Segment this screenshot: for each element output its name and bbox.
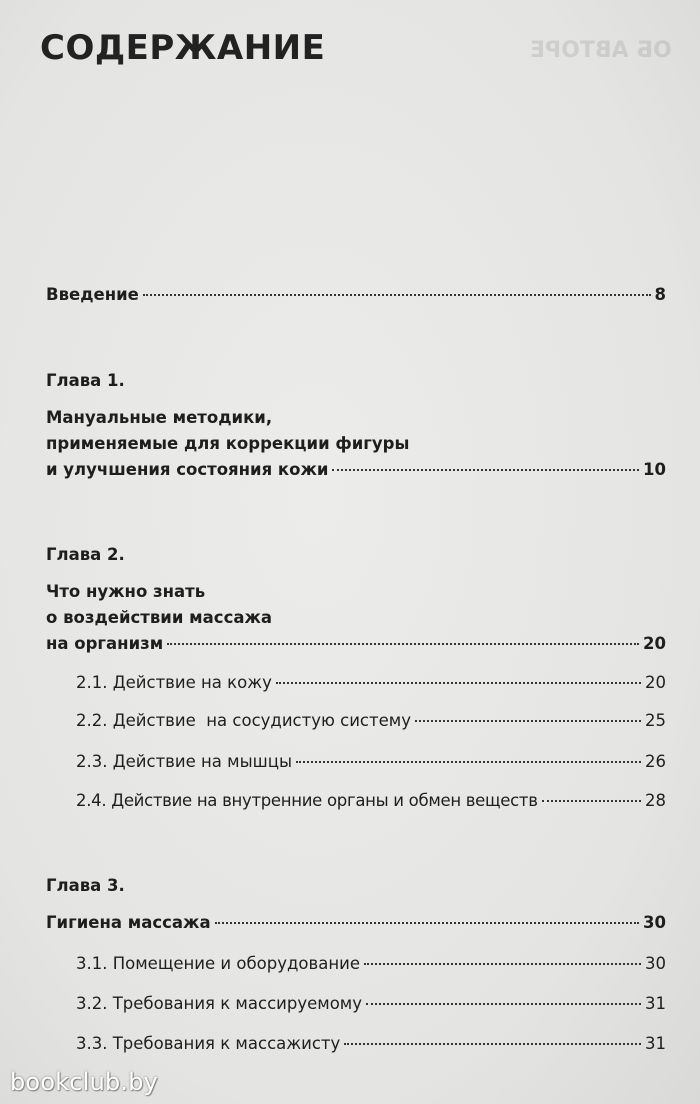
dot-leader	[415, 720, 641, 722]
dot-leader	[167, 643, 639, 645]
chapter-label: Глава 2.	[46, 545, 125, 564]
toc-section-page: 26	[645, 752, 666, 771]
chapter-title-line: о воздействии массажа	[46, 608, 273, 627]
dot-leader	[366, 1003, 641, 1005]
bleed-through-title: ОБ АВТОРЕ	[530, 38, 672, 63]
toc-entry-page: 10	[643, 460, 666, 479]
dot-leader	[143, 294, 651, 296]
toc-section-2-2[interactable]	[76, 711, 666, 730]
toc-section-title: 2.1. Действие на кожу	[76, 673, 272, 692]
toc-section-2-1[interactable]	[76, 673, 666, 692]
dot-leader	[215, 922, 639, 924]
toc-section-page: 31	[645, 994, 666, 1013]
toc-section-title: 3.2. Требования к массируемому	[76, 994, 363, 1013]
toc-entry-chapter-2[interactable]	[46, 634, 666, 653]
dot-leader	[344, 1043, 641, 1045]
toc-section-page: 25	[645, 711, 666, 730]
toc-section-2-4[interactable]	[76, 791, 666, 810]
toc-section-title: 2.4. Действие на внутренние органы и обмен веществ	[76, 791, 538, 810]
toc-entry-chapter-1[interactable]	[46, 460, 666, 479]
toc-section-page: 31	[645, 1034, 666, 1053]
chapter-label: Глава 1.	[46, 371, 125, 390]
dot-leader	[332, 469, 639, 471]
toc-section-page: 20	[645, 673, 666, 692]
dot-leader	[542, 800, 641, 802]
page-title: СОДЕРЖАНИЕ	[40, 28, 326, 68]
chapter-title-line: применяемые для коррекции фигуры	[46, 434, 410, 453]
chapter-title-line: Мануальные методики,	[46, 408, 273, 427]
toc-section-title: 2.3. Действие на мышцы	[76, 752, 292, 771]
chapter-title-line: Что нужно знать	[46, 582, 206, 601]
toc-entry-title: и улучшения состояния кожи	[46, 460, 329, 479]
toc-section-page: 30	[645, 954, 666, 973]
dot-leader	[296, 761, 641, 763]
dot-leader	[364, 963, 641, 965]
toc-entry-page: 30	[643, 913, 666, 932]
toc-section-3-3[interactable]	[76, 1034, 666, 1053]
toc-section-title: 3.1. Помещение и оборудование	[76, 954, 361, 973]
toc-entry-title: Гигиена массажа	[46, 913, 211, 932]
toc-section-3-1[interactable]	[76, 954, 666, 973]
toc-section-title: 3.3. Требования к массажисту	[76, 1034, 341, 1053]
watermark-logo: bookclub.by	[10, 1068, 159, 1096]
toc-entry-intro[interactable]	[46, 285, 666, 304]
toc-section-page: 28	[645, 791, 666, 810]
toc-entry-title: Введение	[46, 285, 139, 304]
dot-leader	[276, 682, 641, 684]
toc-section-3-2[interactable]	[76, 994, 666, 1013]
toc-entry-page: 20	[643, 634, 666, 653]
toc-entry-chapter-3[interactable]	[46, 913, 666, 932]
toc-section-title: 2.2. Действие на сосудистую систему	[76, 711, 411, 730]
toc-entry-page: 8	[654, 285, 666, 304]
chapter-label: Глава 3.	[46, 876, 125, 895]
toc-section-2-3[interactable]	[76, 752, 666, 771]
toc-entry-title: на организм	[46, 634, 164, 653]
